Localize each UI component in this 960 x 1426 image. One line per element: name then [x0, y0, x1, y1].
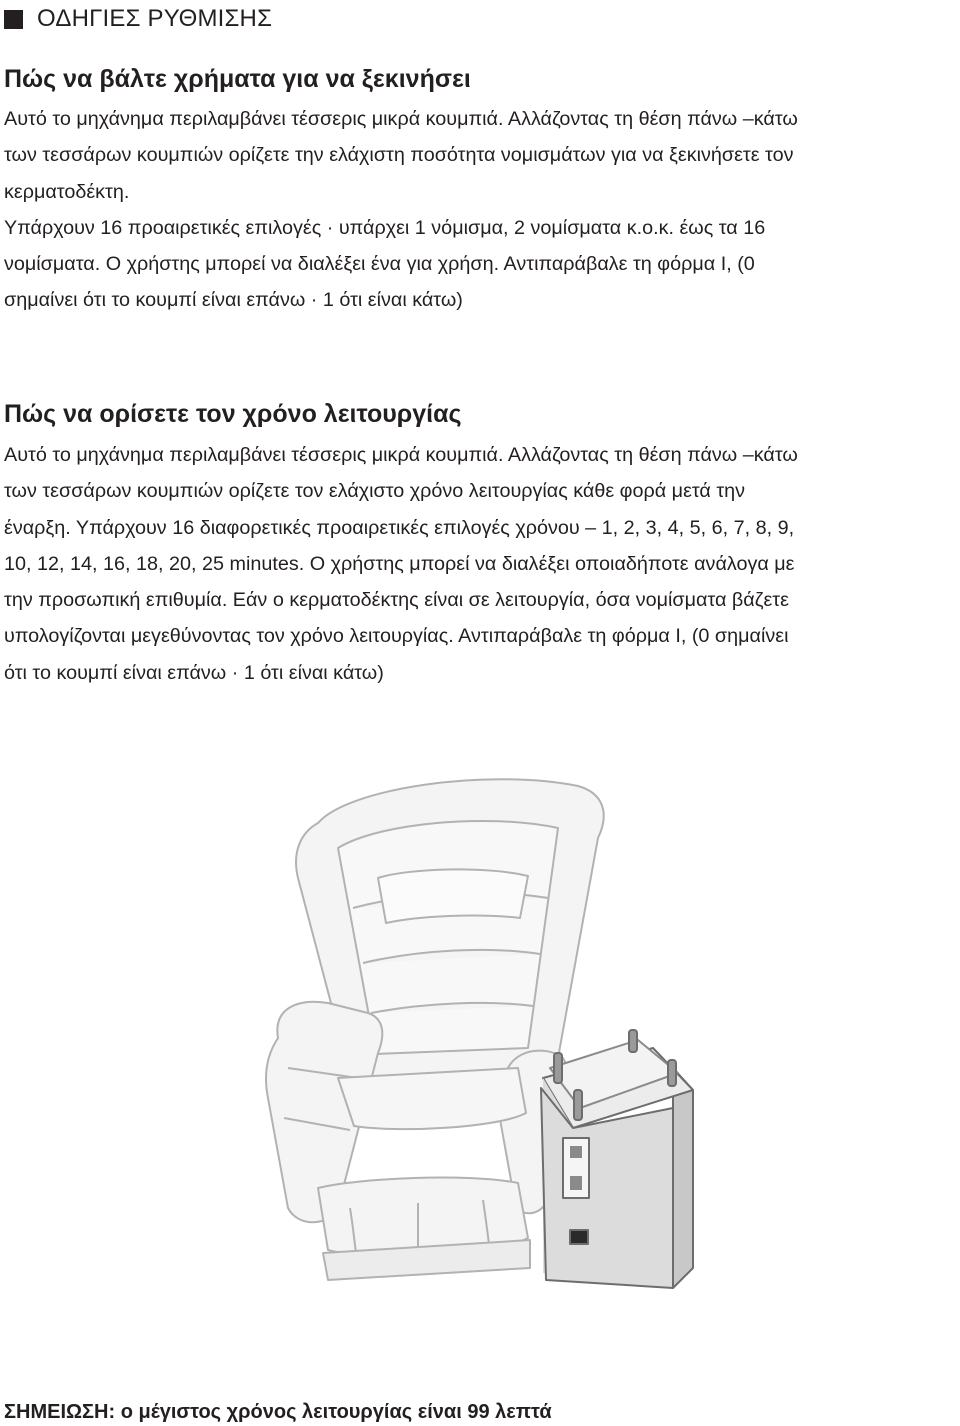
massage-chair-illustration	[258, 768, 718, 1298]
section-coins-title: Πώς να βάλτε χρήματα για να ξεκινήσει	[4, 65, 471, 93]
body-line: έναρξη. Υπάρχουν 16 διαφορετικές προαιρετικές επιλογές χρόνου – 1, 2, 3, 4, 5, 6, 7, 8, 9,	[4, 516, 795, 539]
body-line: Αυτό το μηχάνημα περιλαμβάνει τέσσερις μικρά κουμπιά. Αλλάζοντας τη θέση πάνω –κάτω	[4, 108, 798, 130]
body-line: Αυτό το μηχάνημα περιλαμβάνει τέσσερις μικρά κουμπιά. Αλλάζοντας τη θέση πάνω –κάτω	[4, 444, 798, 466]
max-time-note: ΣΗΜΕΙΩΣΗ: ο μέγιστος χρόνος λειτουργίας είναι 99 λεπτά	[4, 1401, 552, 1423]
bullet-square-icon	[4, 10, 23, 29]
section-time-title: Πώς να ορίσετε τον χρόνο λειτουργίας	[4, 400, 462, 428]
coin-box	[541, 1030, 693, 1288]
body-line: νομίσματα. Ο χρήστης μπορεί να διαλέξει ένα για χρήση. Αντιπαράβαλε τη φόρμα I, (0	[4, 253, 755, 276]
body-line: των τεσσάρων κουμπιών ορίζετε τον ελάχιστο χρόνο λειτουργίας κάθε φορά μετά την	[4, 480, 746, 503]
body-line: Υπάρχουν 16 προαιρετικές επιλογές · υπάρχει 1 νόμισμα, 2 νομίσματα κ.ο.κ. έως τα 16	[4, 216, 766, 239]
section-time-body	[4, 437, 944, 691]
body-line: την προσωπική επιθυμία. Εάν ο κερματοδέκτης είναι σε λειτουργία, όσα νομίσματα βάζετε	[4, 589, 789, 612]
body-line: ότι το κουμπί είναι επάνω · 1 ότι είναι κάτω)	[4, 661, 384, 684]
body-line: κερματοδέκτη.	[4, 180, 130, 203]
page-header	[4, 2, 272, 36]
body-line: σημαίνει ότι το κουμπί είναι επάνω · 1 ότι είναι κάτω)	[4, 289, 463, 312]
body-line: υπολογίζονται μεγεθύνοντας τον χρόνο λειτουργίας. Αντιπαράβαλε τη φόρμα I, (0 σημαίνει	[4, 625, 789, 648]
page-title: ΟΔΗΓΙΕΣ ΡΥΘΜΙΣΗΣ	[37, 5, 273, 32]
body-line: των τεσσάρων κουμπιών ορίζετε την ελάχιστη ποσότητα νομισμάτων για να ξεκινήσετε τον	[4, 144, 794, 167]
body-line: 10, 12, 14, 16, 18, 20, 25 minutes. Ο χρήστης μπορεί να διαλέξει οποιαδήποτε ανάλογα με	[4, 552, 795, 575]
section-coins-body	[4, 101, 944, 319]
